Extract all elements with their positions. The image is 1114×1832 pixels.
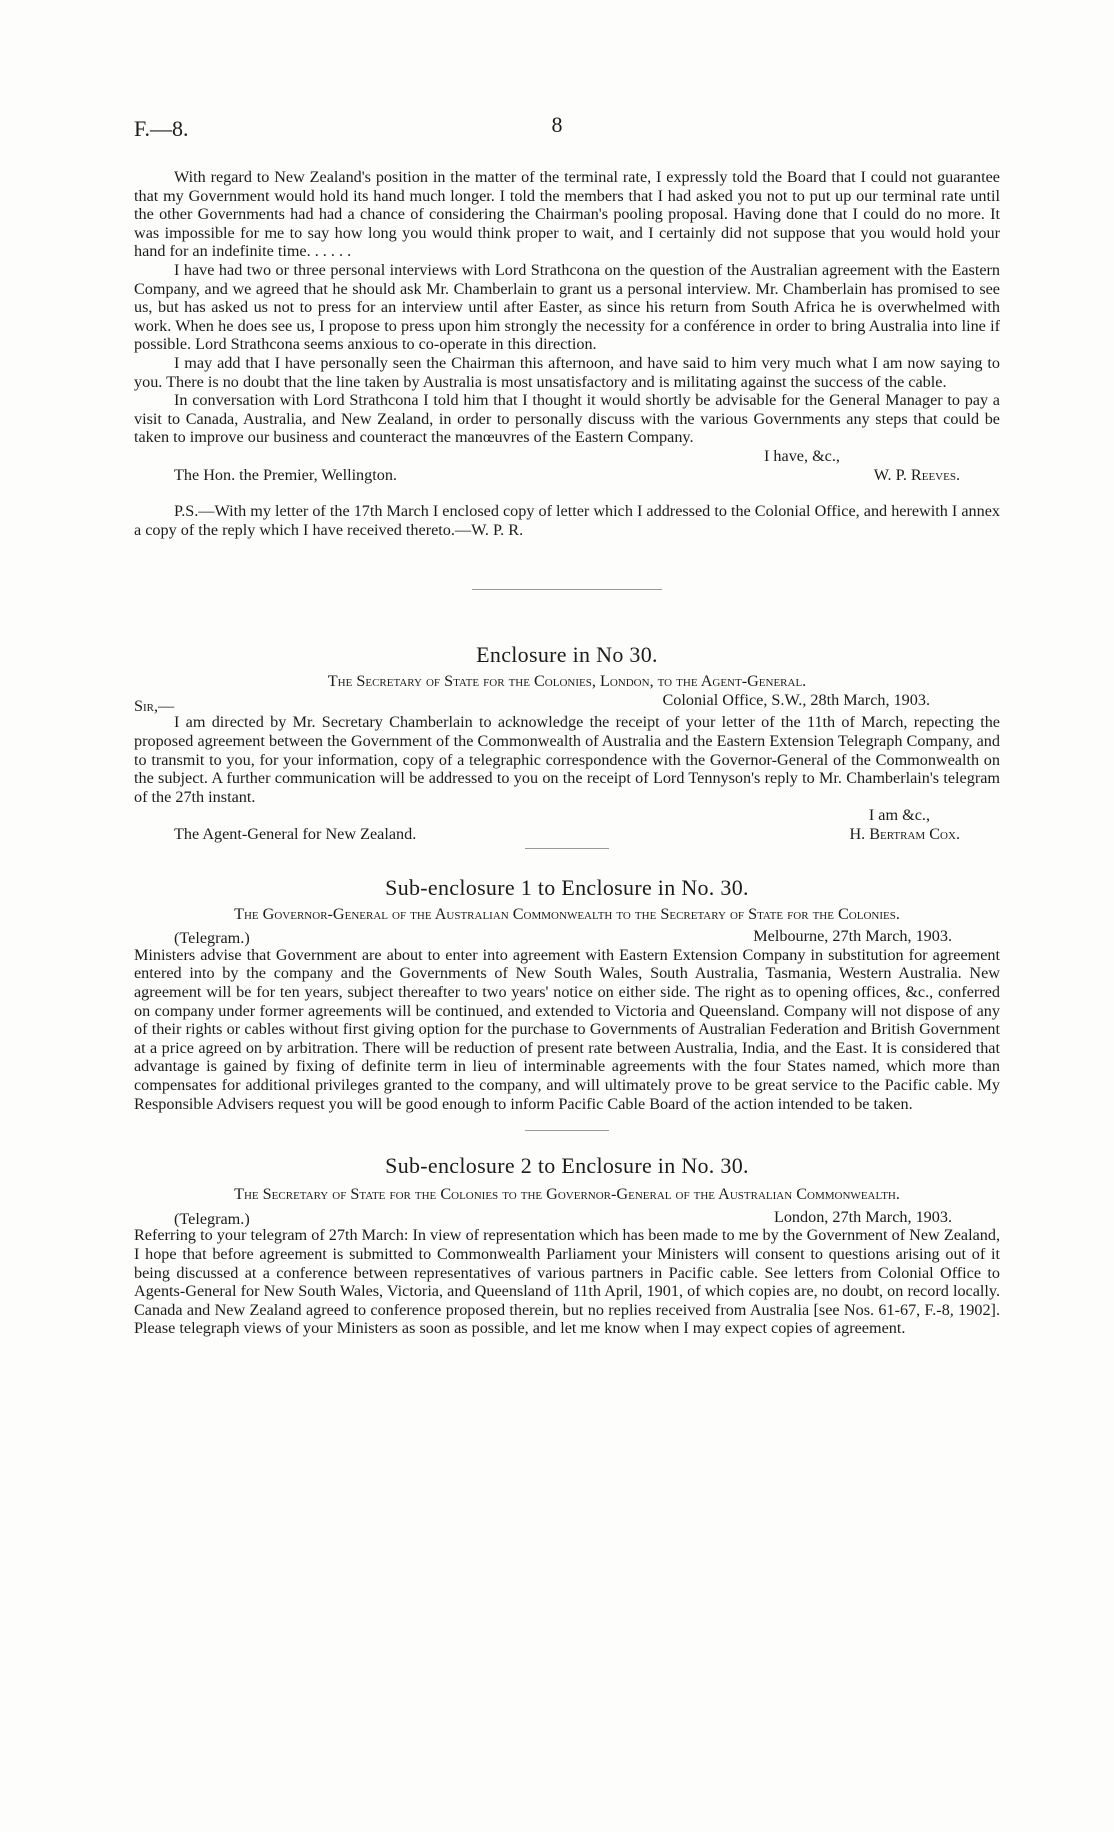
letter-closing: I have, &c., [764, 446, 840, 465]
letter-paragraph: I may add that I have personally seen the Chairman this afternoon, and have said to him very much what I am now saying to you. There is no doubt that the line taken by Australia is most unsatisfactory and is militating against the success of the cable. [134, 353, 1000, 391]
enclosure-closing: I am &c., [868, 806, 930, 825]
sub2-type: (Telegram.) [174, 1209, 250, 1228]
letter-postscript: P.S.—With my letter of the 17th March I enclosed copy of letter which I addressed to the Colonial Office, and herewith I annex a copy of the reply which I have received thereto.—W. P. R. [134, 502, 1000, 539]
page-number: 8 [551, 112, 563, 137]
page-header [134, 112, 980, 146]
enclosure-salutation: Sir,— [134, 696, 175, 715]
sub2-telegram-row [134, 1208, 1000, 1227]
sub1-telegram-row [134, 927, 1000, 946]
section-divider [472, 589, 662, 590]
sub1-body: Ministers advise that Government are about to enter into agreement with Eastern Extension Company in substitution for agreement entered into by the company and the Governments of New South Wales, South Australia, Tasmania, Western Australia. New agreement will be for ten years, subject thereafter to two years' notice on either side. The right as to opening offices, &c., conferred on company under former agreements will be continued, and extended to Victoria and Queensland. Company will not dispose of any of their rights or cables without first giving option for the purchase to Governments of Australian Federation and British Government at a price agreed on by arbitration. There will be reduction of present rate between Australia, India, and the East. It is considered that advantage is gained by fixing of definite term in lieu of interminable agreements with the four States named, which more than compensates for additional privileges granted to the company, and will ultimately prove to be great service to the Pacific cable. My Responsible Advisers request you will be good enough to inform Pacific Cable Board of the action intended to be taken. [134, 945, 1000, 1113]
enclosure-body: I am directed by Mr. Secretary Chamberlain to acknowledge the receipt of your letter of the 11th of March, repecting the proposed agreement between the Government of the Commonwealth of Australia and the Eastern Extension Telegraph Company, and to transmit to you, for your information, copy of a telegraphic correspondence with the Governor-General of the Commonwealth on the subject. A further communication will be addressed to you on the receipt of Lord Tennyson's reply to Mr. Chamberlain's telegram of the 27th instant. [134, 713, 1000, 806]
letter-paragraph: With regard to New Zealand's position in the matter of the terminal rate, I expressly told the Board that I could not guarantee that my Government would hold its hand much longer. I told the members that I had asked you not to put up our terminal rate until the other Governments had had a chance of considering the Chairman's pooling proposal. Having done that I could do no more. It was impossible for me to say how long you would think proper to wait, and I certainly did not suppose that you would hold your hand for an indefinite time. . . . . . [134, 168, 1000, 261]
enclosure-addressee: The Agent-General for New Zealand. [174, 825, 417, 844]
sub1-title: Sub-enclosure 1 to Enclosure in No. 30. [385, 874, 749, 900]
enclosure-title: Enclosure in No 30. [476, 642, 658, 668]
document-ref: F.—8. [134, 116, 189, 141]
letter-signature-row [134, 466, 1000, 485]
sub1-place-date: Melbourne, 27th March, 1903. [753, 927, 952, 946]
section-divider [525, 1130, 609, 1131]
letter-closing-row [134, 447, 1000, 466]
sub1-from-to: The Governor-General of the Australian Commonwealth to the Secretary of State for the Colonies. [234, 904, 900, 923]
enclosure-closing-row [134, 806, 1000, 825]
sub2-from-to: The Secretary of State for the Colonies to the Governor-General of the Australian Commonwealth. [234, 1185, 900, 1204]
enclosure-place-date: Colonial Office, S.W., 28th March, 1903. [662, 690, 930, 709]
page-body [134, 168, 1000, 1338]
enclosure-signature: H. Bertram Cox. [849, 825, 960, 844]
letter-addressee: The Hon. the Premier, Wellington. [174, 465, 397, 484]
section-divider [525, 848, 609, 849]
sub2-title: Sub-enclosure 2 to Enclosure in No. 30. [385, 1153, 749, 1179]
sub2-place-date: London, 27th March, 1903. [773, 1207, 952, 1226]
sub2-body: Referring to your telegram of 27th March: In view of representation which has been made to me by the Government of New Zealand, I hope that before agreement is submitted to Commonwealth Parliament your Ministers will consent to questions arising out of it being discussed at a conference between representatives of various partners in Pacific cable. See letters from Colonial Office to Agents-General for New South Wales, Victoria, and Queensland of 11th April, 1901, of which copies are, no doubt, on record locally. Canada and New Zealand agreed to conference proposed therein, but no replies received from Australia [see Nos. 61-67, F.-8, 1902]. Please telegraph views of your Ministers as soon as possible, and let me know when I may expect copies of agreement. [134, 1226, 1000, 1338]
enclosure-from-to: The Secretary of State for the Colonies, London, to the Agent-General. [327, 672, 807, 691]
letter-paragraph: In conversation with Lord Strathcona I told him that I thought it would shortly be advisable for the General Manager to pay a visit to Canada, Australia, and New Zealand, in order to personally discuss with the various Governments any steps that could be taken to improve our business and counteract the manœuvres of the Eastern Company. [134, 391, 1000, 447]
sub1-type: (Telegram.) [174, 929, 250, 948]
enclosure-date-row [134, 690, 1000, 715]
letter-paragraph: I have had two or three personal interviews with Lord Strathcona on the question of the Australian agreement with the Eastern Company, and we agreed that he should ask Mr. Chamberlain to grant us a personal interview. Mr. Chamberlain has promised to see us, but has asked us not to press for an interview until after Easter, as since his return from South Africa he is overwhelmed with work. When he does see us, I propose to press upon him strongly the necessity for a conférence in order to bring Australia into line if possible. Lord Strathcona seems anxious to co-operate in this direction. [134, 260, 1000, 354]
letter-signature: W. P. Reeves. [873, 465, 960, 484]
enclosure-signature-row [134, 825, 1000, 844]
